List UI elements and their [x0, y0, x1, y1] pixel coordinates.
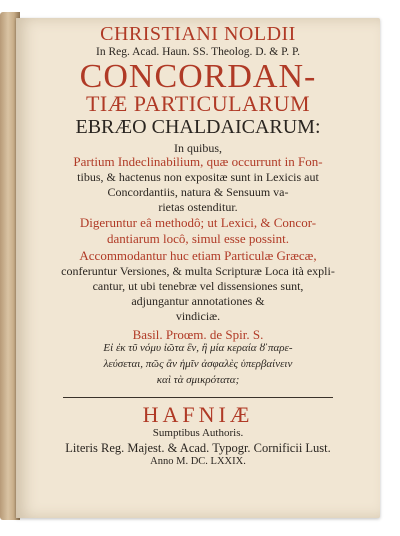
imprint-sumptibus: Sumptibus Authoris.: [152, 426, 244, 439]
author-affiliation: In Reg. Acad. Haun. SS. Theolog. D. & P. P.: [96, 46, 300, 58]
imprint-printer: Literis Reg. Majest. & Acad. Typogr. Cornificii Lust.: [65, 440, 331, 455]
horizontal-rule: [63, 397, 333, 398]
imprint-year: Anno M. DC. LXXIX.: [150, 456, 246, 468]
method-line-1: Digeruntur eâ methodô; ut Lexici, & Concor-: [79, 215, 317, 231]
description-line-3: Concordantiis, natura & Sensuum va-: [107, 185, 289, 200]
accommodantur-line-4: adjungantur annotationes &: [131, 293, 265, 308]
description-line-4: rietas ostenditur.: [158, 200, 238, 215]
title-page-text: [30, 24, 366, 468]
accommodantur-line-5: vindiciæ.: [175, 308, 221, 323]
basil-citation: Basil. Proœm. de Spir. S.: [132, 326, 264, 342]
greek-quote-line-1: Εἰ ἐκ τῦ νόμυ ἰῶτα ἓν, ἢ μία κεραία ȣ̓ παρε-: [103, 341, 293, 354]
author-name: CHRISTIANI NOLDII: [100, 23, 296, 45]
method-line-2: dantiarum locô, simul esse possint.: [107, 231, 289, 247]
accommodantur-line-3: cantur, ut ubi tenebræ vel dissensiones sunt,: [92, 278, 304, 293]
accommodantur-line-1: Accommodantur huc etiam Particulæ Græcæ,: [79, 247, 317, 263]
in-quibus: In quibus,: [174, 140, 222, 155]
title-line-1: CONCORDAN-: [79, 57, 317, 95]
greek-quote-line-3: καὶ τὰ σμικρότατα;: [156, 373, 240, 386]
accommodantur-line-2: conferuntur Versiones, & multa Scripturæ Loca ità expli-: [61, 263, 335, 278]
description-line-1: Partium Indeclinabilium, quæ occurrunt in Fon-: [73, 153, 323, 169]
title-line-2: TIÆ PARTICULARUM: [85, 90, 311, 116]
description-line-2: tibus, & hactenus non expositæ sunt in Lexicis aut: [77, 170, 319, 185]
imprint-place: HAFNIÆ: [142, 401, 254, 427]
title-line-3: EBRÆO CHALDAICARUM:: [75, 115, 321, 138]
greek-quote-line-2: λεύσεται, πῶς ἂν ἡμῖν ἀσφαλὲς ὑπερβαίνειν: [103, 357, 293, 370]
